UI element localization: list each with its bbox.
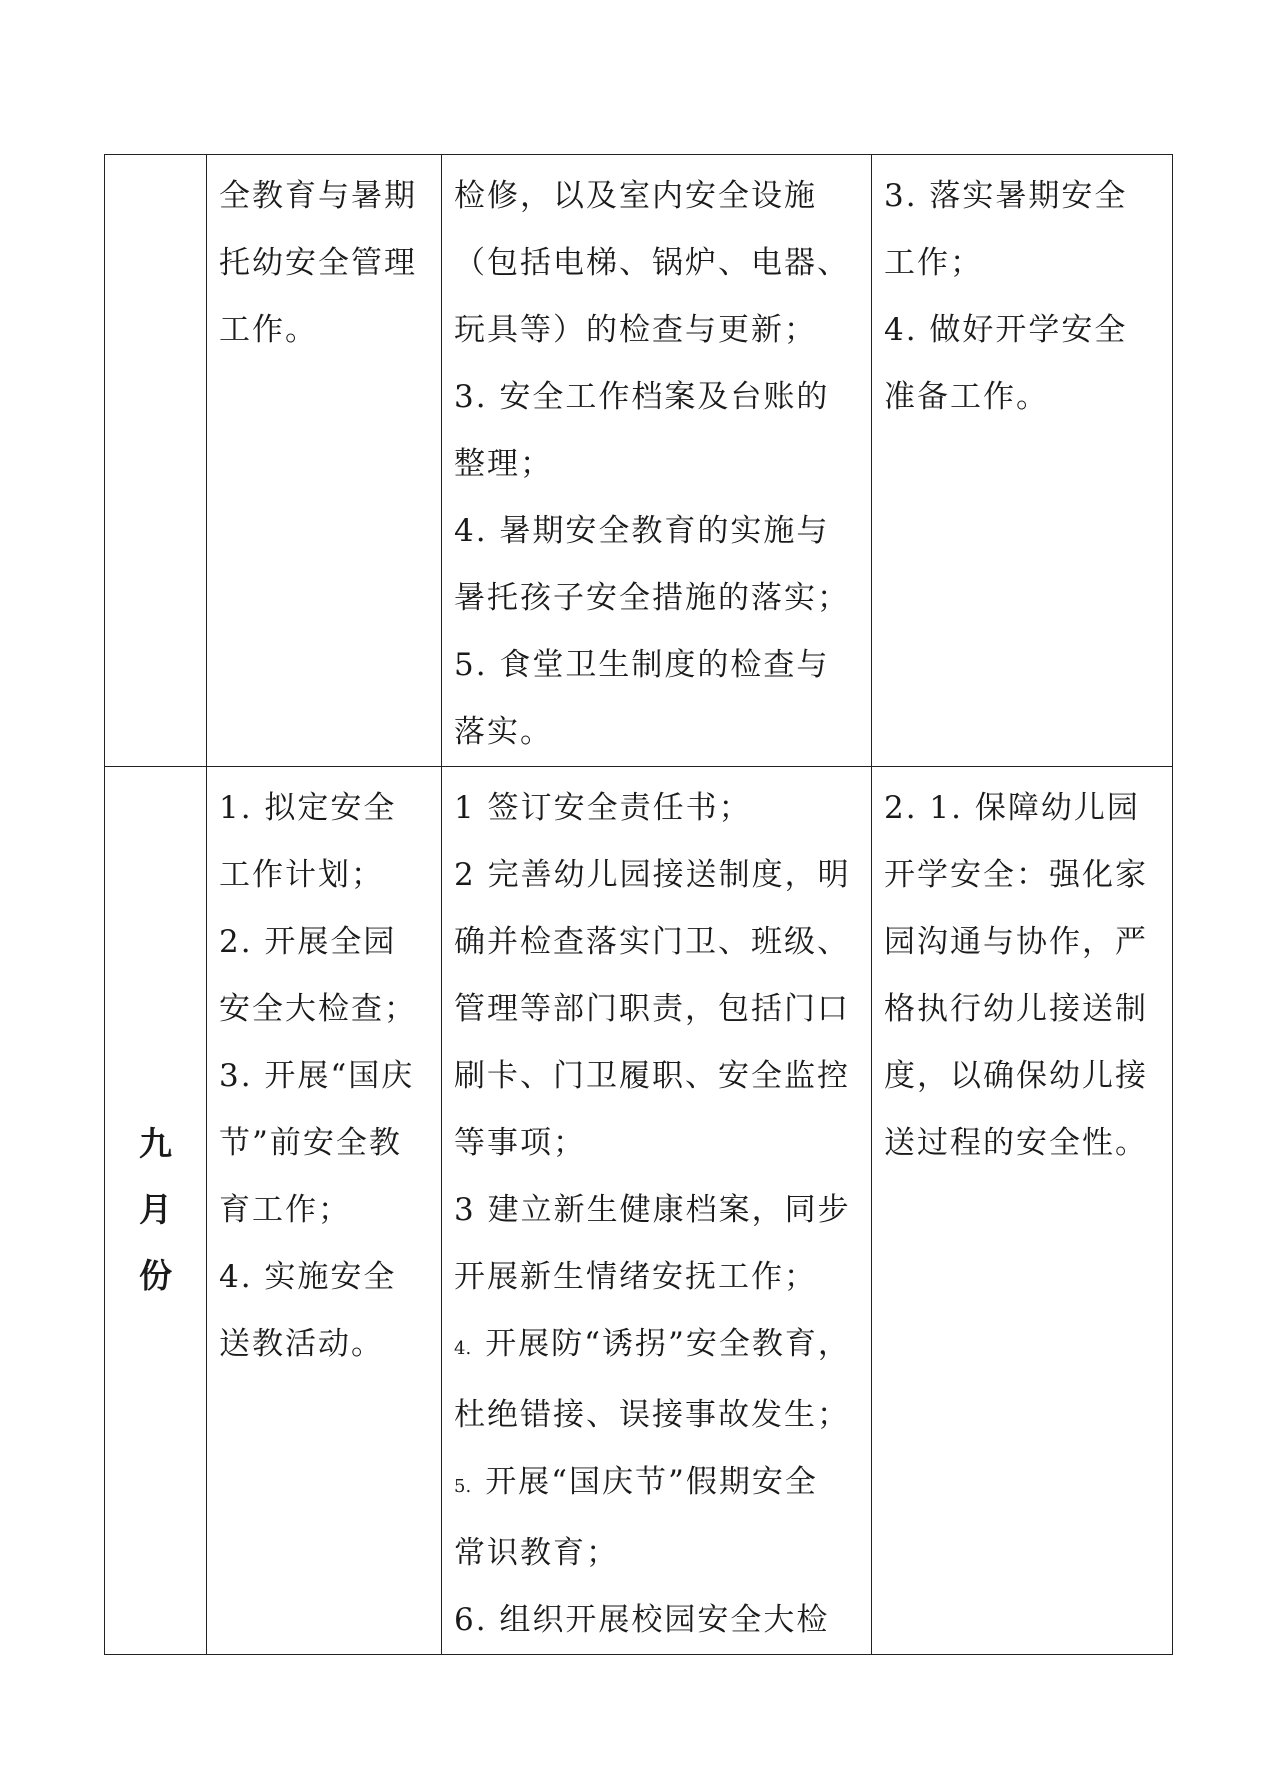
item-number: 4.: [454, 1338, 472, 1359]
text-line: 育工作；: [219, 1192, 351, 1228]
text-line: 全教育与暑期: [219, 178, 417, 214]
plan-cell: [207, 767, 442, 1655]
text-line: 等事项；: [454, 1125, 586, 1161]
text-line: 常识教育；: [454, 1535, 619, 1571]
text-line: 开学安全：强化家: [884, 857, 1148, 893]
text-line: 3. 落实暑期安全: [884, 178, 1128, 214]
text-line: 刷卡、门卫履职、安全监控: [454, 1058, 850, 1094]
text-line: 工作。: [219, 312, 318, 348]
text-line: 3. 开展“国庆: [219, 1058, 415, 1094]
text-line: 落实。: [454, 714, 553, 750]
text-line: 玩具等）的检查与更新；: [454, 312, 817, 348]
text-line: （包括电梯、锅炉、电器、: [454, 245, 850, 281]
text-line: 4. 实施安全: [219, 1259, 397, 1295]
text-line: 3. 安全工作档案及台账的: [454, 379, 830, 415]
text-line: 整理；: [454, 446, 553, 482]
text-line: 2. 1. 保障幼儿园: [884, 790, 1140, 826]
text-line: 6. 组织开展校园安全大检: [454, 1602, 830, 1638]
text-line: 检修，以及室内安全设施: [454, 178, 817, 214]
work-cell: [442, 155, 872, 767]
plan-cell: [207, 155, 442, 767]
item-number: 5.: [454, 1476, 472, 1497]
text-line: 送过程的安全性。: [884, 1125, 1148, 1161]
text-line: 1. 拟定安全: [219, 790, 397, 826]
text-line: 送教活动。: [219, 1326, 384, 1362]
text-line: 托幼安全管理: [219, 245, 417, 281]
text-line: 2. 开展全园: [219, 924, 397, 960]
text-line: 暑托孩子安全措施的落实；: [454, 580, 850, 616]
month-cell: [105, 155, 207, 767]
text-line: 3 建立新生健康档案，同步: [454, 1192, 851, 1228]
text-line: 格执行幼儿接送制: [884, 991, 1148, 1027]
text-line: 节”前安全教: [219, 1125, 402, 1161]
text-line: 安全大检查；: [219, 991, 417, 1027]
text-line: 5. 开展“国庆节”假期安全: [454, 1464, 818, 1500]
text-line: 1 签订安全责任书；: [454, 790, 752, 826]
safety-plan-table: [104, 154, 1173, 1655]
text-line: 准备工作。: [884, 379, 1049, 415]
text-line: 开展新生情绪安抚工作；: [454, 1259, 817, 1295]
text-line: 5. 食堂卫生制度的检查与: [454, 647, 830, 683]
text-line: 工作计划；: [219, 857, 384, 893]
month-label: 九 月 份: [139, 1123, 172, 1295]
text-line: 度，以确保幼儿接: [884, 1058, 1148, 1094]
goals-cell: [872, 155, 1173, 767]
text-line: 杜绝错接、误接事故发生；: [454, 1397, 850, 1433]
goals-cell: [872, 767, 1173, 1655]
text-line: 4. 开展防“诱拐”安全教育，: [454, 1326, 851, 1362]
text-line: 工作；: [884, 245, 983, 281]
text-line: 管理等部门职责，包括门口: [454, 991, 850, 1027]
table-row: [105, 767, 1173, 1655]
text-line: 4. 暑期安全教育的实施与: [454, 513, 830, 549]
month-cell: [105, 767, 207, 1655]
text-line: 园沟通与协作，严: [884, 924, 1148, 960]
work-cell: [442, 767, 872, 1655]
text-line: 4. 做好开学安全: [884, 312, 1128, 348]
text-line: 2 完善幼儿园接送制度，明: [454, 857, 851, 893]
table-row: [105, 155, 1173, 767]
text-line: 确并检查落实门卫、班级、: [454, 924, 850, 960]
